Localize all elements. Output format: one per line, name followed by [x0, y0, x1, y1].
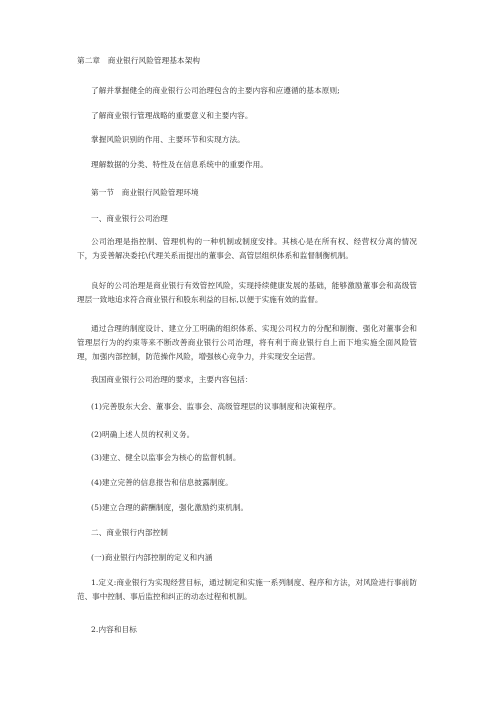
paragraph-good-governance: 良好的公司治理是商业银行有效管控风险，实现持续健康发展的基础，能够激励董事会和高级管理层一致地追求符合商业银行和股东利益的目标,以便于实施有效的监督。	[77, 281, 417, 304]
chapter-title: 第二章 商业银行风险管理基本架构	[77, 56, 201, 65]
objective-item: 了解并掌握健全的商业银行公司治理包含的主要内容和应遵循的基本原则;	[91, 86, 340, 95]
subsection-title: 一、商业银行公司治理	[91, 214, 168, 223]
objective-item: 理解数据的分类、特性及在信息系统中的重要作用。	[91, 160, 268, 169]
paragraph-system-design: 通过合理的制度设计、建立分工明确的组织体系、实现公司权力的分配和制衡、强化对董事会和管理层行为的约束等来不断改善商业银行公司治理，将有利于商业银行自上而下地实施全面风险管理，加强内部控制，防范操作风险，增强核心竞争力，并实现安全运营。	[77, 324, 417, 361]
requirement-item: (5)建立合理的薪酬制度，强化激励约束机制。	[91, 503, 249, 512]
requirement-item: (2)明确上述人员的权利义务。	[91, 430, 195, 439]
subsection-title: 二、商业银行内部控制	[91, 528, 168, 537]
section-title: 第一节 商业银行风险管理环境	[91, 188, 199, 197]
paragraph-requirements-intro: 我国商业银行公司治理的要求，主要内容包括：	[91, 375, 253, 384]
objective-item: 了解商业银行管理战略的重要意义和主要内容。	[91, 111, 253, 120]
subsubsection-title: (一)商业银行内部控制的定义和内涵	[91, 553, 213, 562]
objective-item: 掌握风险识别的作用、主要环节和实现方法。	[91, 135, 245, 144]
paragraph-internal-control-definition: 1.定义:商业银行为实现经营目标，通过制定和实施一系列制度、程序和方法，对风险进行事前防范、事中控制、事后监控和纠正的动态过程和机制。	[77, 578, 417, 601]
item-title: 2.内容和目标	[91, 625, 137, 634]
requirement-item: (4)建立完善的信息报告和信息披露制度。	[91, 478, 233, 487]
paragraph-governance-definition: 公司治理是指控制、管理机构的一种机制或制度安排。其核心是在所有权、经营权分离的情况下，为妥善解决委托\代理关系而提出的董事会、高管层组织体系和监督制衡机制。	[77, 237, 417, 260]
requirement-item: (1)完善股东大会、董事会、监事会、高级管理层的议事制度和决策程序。	[91, 402, 341, 411]
requirement-item: (3)建立、健全以监事会为核心的监督机制。	[91, 453, 241, 462]
